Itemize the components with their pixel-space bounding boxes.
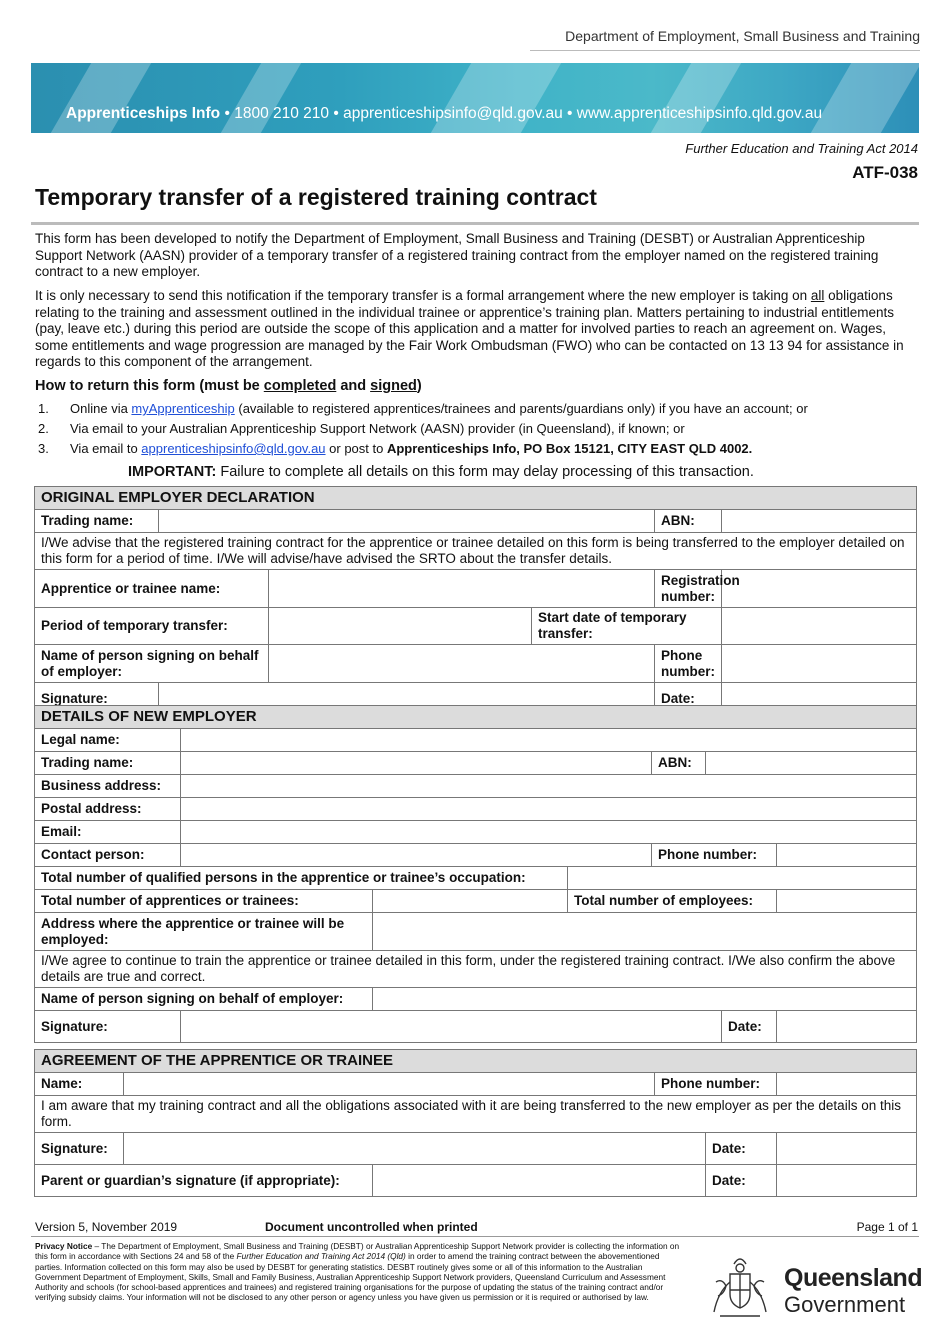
trading-name-field[interactable] [181, 752, 652, 775]
date-label: Date: [706, 1165, 777, 1197]
phone-label: Phone number: [652, 844, 777, 867]
step-pre: Online via [70, 401, 132, 416]
step-post: (available to registered apprentices/trainees and parents/guardians only) if you have an account; or [234, 401, 808, 416]
name-field[interactable] [124, 1073, 655, 1096]
total-employees-label: Total number of employees: [568, 890, 777, 913]
registration-number-label: Registration number: [655, 570, 722, 608]
phone-field[interactable] [722, 645, 917, 683]
business-address-field[interactable] [181, 775, 917, 798]
page-title: Temporary transfer of a registered training contract [35, 184, 597, 210]
step-number: 2. [38, 421, 49, 436]
date-field[interactable] [777, 1011, 917, 1043]
step-number: 3. [38, 441, 49, 456]
declaration-text: I/We advise that the registered training contract for the apprentice or trainee detailed on this form is being transferred to the employer detailed on this form for a period of time. I/We will advise/have advised the SRTO about the transfer details. [35, 533, 917, 570]
phone-field[interactable] [777, 1073, 917, 1096]
list-item [38, 439, 808, 459]
step-number: 1. [38, 401, 49, 416]
footer-rule [31, 1236, 919, 1237]
signature-label: Signature: [35, 683, 159, 715]
queensland-government-logo [706, 1252, 923, 1324]
abn-label: ABN: [652, 752, 706, 775]
heading-text: and [336, 378, 371, 394]
step-pre: Via email to [70, 441, 142, 456]
date-field[interactable] [777, 1133, 917, 1165]
uncontrolled-notice: Document uncontrolled when printed [265, 1220, 478, 1234]
trading-name-field[interactable] [159, 510, 655, 533]
qualified-persons-label: Total number of qualified persons in the apprentice or trainee’s occupation: [35, 867, 568, 890]
agreement-statement: I am aware that my training contract and all the obligations associated with it are being transferred to the new employer as per the details on this form. [35, 1096, 917, 1133]
department-name: Department of Employment, Small Business and Training [565, 28, 920, 44]
section-heading: ORIGINAL EMPLOYER DECLARATION [35, 487, 917, 510]
legislation-reference: Further Education and Training Act 2014 [685, 141, 918, 156]
contact-person-field[interactable] [181, 844, 652, 867]
logo-wordmark-line1: Queensland [784, 1264, 923, 1292]
section-heading: AGREEMENT OF THE APPRENTICE OR TRAINEE [35, 1050, 917, 1073]
contact-person-label: Contact person: [35, 844, 181, 867]
step-text [70, 399, 808, 419]
agreement-text: I/We agree to continue to train the apprentice or trainee detailed in this form, under the registered training contract. I/We also confirm the above details are true and correct. [35, 951, 917, 988]
email-link[interactable]: apprenticeshipsinfo@qld.gov.au [141, 441, 326, 456]
date-label: Date: [655, 683, 722, 715]
person-signing-label: Name of person signing on behalf of employer: [35, 988, 373, 1011]
heading-emphasis: completed [263, 378, 337, 394]
important-notice [128, 464, 754, 480]
trading-name-label: Trading name: [35, 510, 159, 533]
parent-signature-field[interactable] [373, 1165, 706, 1197]
banner-phone[interactable]: 1800 210 210 [234, 105, 330, 122]
person-signing-field[interactable] [269, 645, 655, 683]
legal-name-field[interactable] [181, 729, 917, 752]
section-heading: DETAILS OF NEW EMPLOYER [35, 706, 917, 729]
period-field[interactable] [269, 608, 532, 645]
heading-text: ) [416, 378, 422, 394]
title-rule [31, 222, 919, 225]
email-field[interactable] [181, 821, 917, 844]
date-label: Date: [706, 1133, 777, 1165]
intro-text: obligations relating to the training and assessment outlined in the individual trainee or apprentice’s training plan. Matters pertaining to industrial entitlements (pay, leave etc.) during this period are outside the scope of this application and a matter for involved parties to reach an agreement on. Wages, some entitlements and wage progression are managed by the Fair Work Ombudsman (FWO) who can be contacted on 13 13 94 for assistance in regards to this component of the arrangement. [35, 288, 904, 369]
abn-field[interactable] [722, 510, 917, 533]
heading-emphasis: signed [370, 378, 417, 394]
qualified-persons-field[interactable] [568, 867, 917, 890]
new-employer-section [34, 705, 917, 1043]
person-signing-label: Name of person signing on behalf of employer: [35, 645, 269, 683]
return-heading [35, 378, 422, 394]
step-text: Via email to your Australian Apprenticeship Support Network (AASN) provider (in Queensland), if known; or [70, 421, 685, 436]
list-item [38, 419, 808, 439]
total-employees-field[interactable] [777, 890, 917, 913]
abn-field[interactable] [706, 752, 917, 775]
signature-label: Signature: [35, 1011, 181, 1043]
important-text: Failure to complete all details on this form may delay processing of this transaction. [216, 464, 754, 480]
registration-number-field[interactable] [722, 570, 917, 608]
person-signing-field[interactable] [373, 988, 917, 1011]
privacy-act: Further Education and Training Act 2014 (Qld) [236, 1251, 406, 1262]
myapprenticeship-link[interactable]: myApprenticeship [131, 401, 235, 416]
start-date-field[interactable] [722, 608, 917, 645]
email-label: Email: [35, 821, 181, 844]
banner-email[interactable]: apprenticeshipsinfo@qld.gov.au [343, 105, 563, 122]
version-text: Version 5, November 2019 [35, 1220, 178, 1234]
heading-text: How to return this form (must be [35, 378, 264, 394]
intro-paragraph-1: This form has been developed to notify the Department of Employment, Small Business and Training (DESBT) or Australian Apprenticeship Support Network (AASN) provider of a temporary transfer of a registered training contract from the employer named on the registered training contract to a new employer. [35, 231, 879, 279]
form-code: ATF-038 [852, 163, 918, 182]
total-apprentices-label: Total number of apprentices or trainees: [35, 890, 373, 913]
list-item [38, 399, 808, 419]
header-rule [530, 50, 920, 51]
banner-contacts: Apprenticeships Info • 1800 210 210 • apprenticeshipsinfo@qld.gov.au • www.apprenticeshipsinfo.qld.gov.au [66, 105, 823, 122]
name-label: Name: [35, 1073, 124, 1096]
privacy-label: Privacy Notice [35, 1241, 93, 1251]
date-label: Date: [722, 1011, 777, 1043]
privacy-notice [35, 1241, 680, 1303]
phone-label: Phone number: [655, 1073, 777, 1096]
abn-label: ABN: [655, 510, 722, 533]
apprentice-name-field[interactable] [269, 570, 655, 608]
coat-of-arms-icon [706, 1252, 774, 1322]
apprentice-agreement-section [34, 1049, 917, 1197]
return-steps [38, 399, 808, 459]
step-post: or post to [325, 441, 387, 456]
business-address-label: Business address: [35, 775, 181, 798]
start-date-label: Start date of temporary transfer: [532, 608, 722, 645]
banner-brand: Apprenticeships Info [66, 105, 221, 122]
postal-address-label: Postal address: [35, 798, 181, 821]
privacy-text: – The Department of Employment, Small Business and Training (DESBT) or Australian Apprenticeship Support Network provider is collecting the information on this form in accordance with Sections 24 and 58 of the [35, 1241, 680, 1262]
employment-address-label: Address where the apprentice or trainee will be employed: [35, 913, 373, 951]
intro-text: It is only necessary to send this notification if the temporary transfer is a formal arrangement where the new employer is taking on [35, 288, 811, 303]
trading-name-label: Trading name: [35, 752, 181, 775]
signature-field[interactable] [124, 1133, 706, 1165]
period-label: Period of temporary transfer: [35, 608, 269, 645]
postal-address-field[interactable] [181, 798, 917, 821]
apprentice-name-label: Apprentice or trainee name: [35, 570, 269, 608]
phone-field[interactable] [777, 844, 917, 867]
phone-label: Phone number: [655, 645, 722, 683]
original-employer-section [34, 486, 917, 715]
employment-address-field[interactable] [373, 913, 917, 951]
logo-wordmark-line2: Government [784, 1292, 906, 1317]
postal-address: Apprenticeships Info, PO Box 15121, CITY EAST QLD 4002. [386, 441, 753, 456]
intro-emphasis: all [810, 288, 825, 303]
parent-signature-label: Parent or guardian’s signature (if appropriate): [35, 1165, 373, 1197]
contact-banner [31, 63, 919, 133]
banner-website[interactable]: www.apprenticeshipsinfo.qld.gov.au [576, 105, 823, 122]
step-text [70, 439, 752, 459]
page-number: Page 1 of 1 [856, 1220, 918, 1234]
signature-label: Signature: [35, 1133, 124, 1165]
signature-field[interactable] [181, 1011, 722, 1043]
legal-name-label: Legal name: [35, 729, 181, 752]
intro-paragraph-2 [35, 288, 915, 371]
date-field[interactable] [777, 1165, 917, 1197]
privacy-text: in order to amend the training contract between the abovementioned parties. Information collected on this form may also be used by DESBT for generating statistics. DESBT routinely gives some or all of this information to the Australian Government Department of Employment, Skills, Small and Family Business, Australian Apprenticeship Support Network providers, Queensland Curriculum and Assessment Authority and schools (for school-based apprentices and trainees) and registered training organisations for the purpose of updating the status of the training contract and/or verifying subsidy claims. Your information will not be disclosed to any other person or agency unless you have given us permission or it is required or authorised by law. [35, 1251, 666, 1303]
total-apprentices-field[interactable] [373, 890, 568, 913]
important-label: IMPORTANT: [128, 464, 217, 480]
